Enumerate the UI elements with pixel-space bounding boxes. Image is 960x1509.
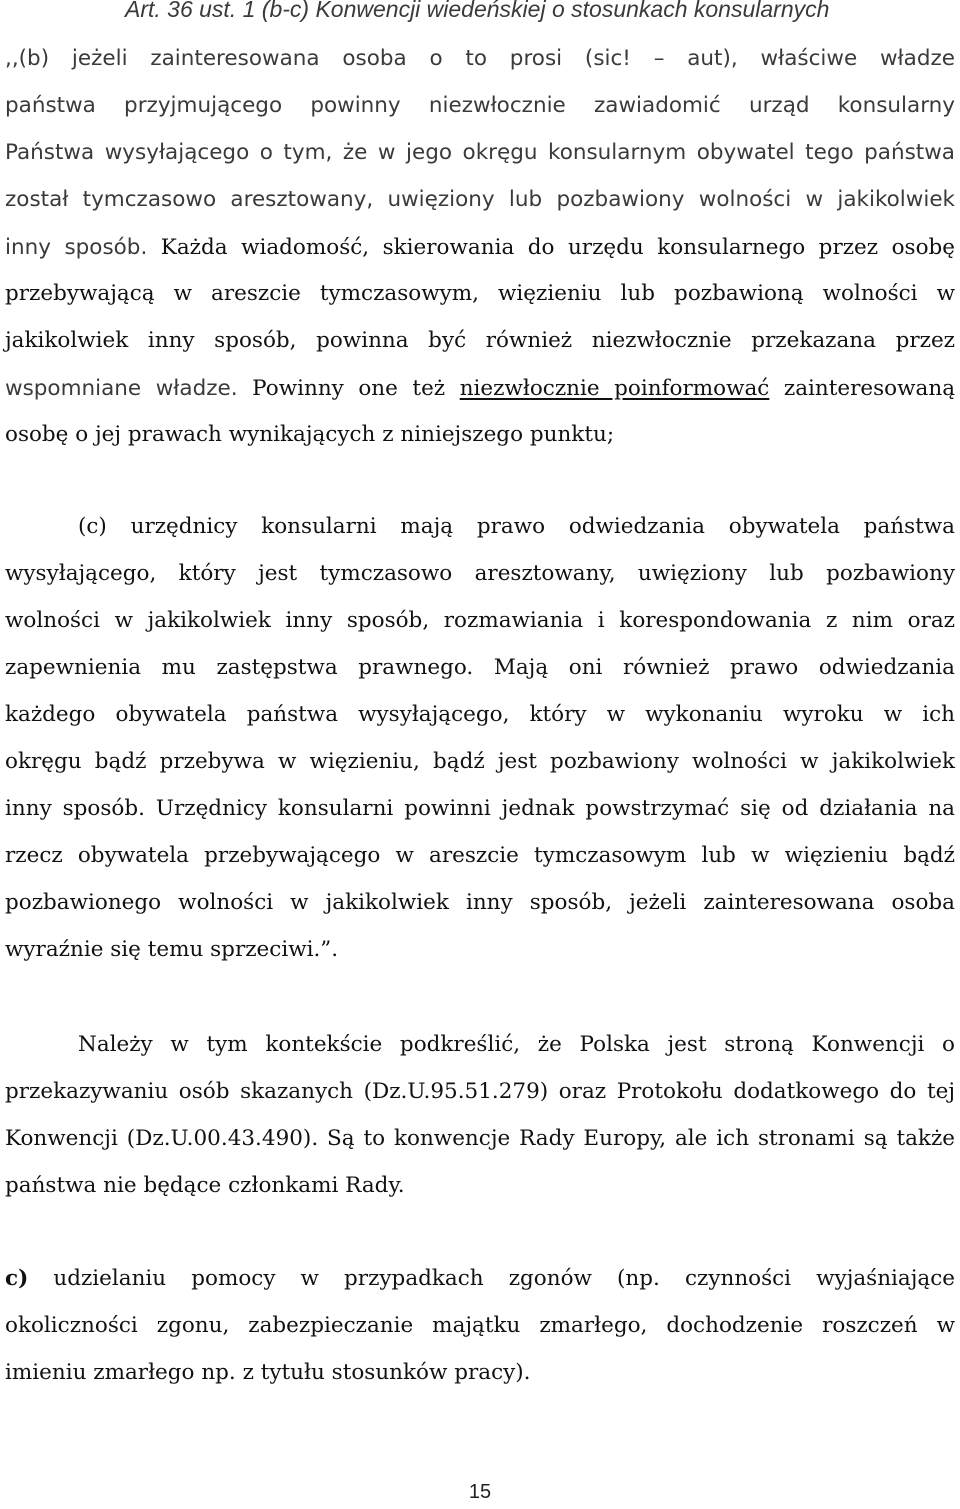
para-b-line-6: przebywającą w areszcie tymczasowym, więzieniu lub pozbawioną wolności w xyxy=(5,281,955,306)
para-c-line-6: okręgu bądź przebywa w więzieniu, bądź jest pozbawiony wolności w jakikolwiek xyxy=(5,749,955,774)
para-b-line-7: jakikolwiek inny sposób, powinna być również niezwłocznie przekazana przez xyxy=(5,328,955,353)
para-c-line-3: wolności w jakikolwiek inny sposób, rozmawiania i korespondowania z nim oraz xyxy=(5,608,955,633)
para-c-line-5: każdego obywatela państwa wysyłającego, który w wykonaniu wyroku w ich xyxy=(5,702,955,727)
article-heading: Art. 36 ust. 1 (b-c) Konwencji wiedeńskiej o stosunkach konsularnych xyxy=(125,0,830,22)
para-b-line-1: ,,(b) jeżeli zainteresowana osoba o to prosi (sic! – aut), właściwe władze xyxy=(5,46,955,71)
para-b-line-5-sans: inny sposób. xyxy=(5,235,148,260)
list-marker: c) xyxy=(5,1266,29,1291)
death-line-3: imieniu zmarłego np. z tytułu stosunków pracy). xyxy=(5,1360,531,1385)
note-line-4: państwa nie będące członkami Rady. xyxy=(5,1173,405,1198)
para-b-line-8-serif-b: zainteresowaną xyxy=(769,376,956,401)
para-b-line-5-serif: Każda wiadomość, skierowania do urzędu konsularnego przez osobę xyxy=(147,235,956,260)
death-line-2: okoliczności zgonu, zabezpieczanie majątku zmarłego, dochodzenie roszczeń w xyxy=(5,1313,955,1338)
death-line-1 xyxy=(5,1264,955,1294)
note-line-2: przekazywaniu osób skazanych (Dz.U.95.51.279) oraz Protokołu dodatkowego do tej xyxy=(5,1079,955,1104)
para-b-line-8 xyxy=(5,373,955,403)
underlined-phrase: niezwłocznie poinformować xyxy=(459,376,770,401)
para-c-line-10: wyraźnie się temu sprzeciwi.”. xyxy=(5,937,339,962)
note-line-1: Należy w tym kontekście podkreślić, że Polska jest stroną Konwencji o xyxy=(78,1032,955,1057)
para-b-line-5 xyxy=(5,232,955,262)
para-b-line-8-sans: wspomniane władze. xyxy=(5,376,238,401)
para-b-line-8-serif-a: Powinny one też xyxy=(237,376,460,401)
para-b-line-4: został tymczasowo aresztowany, uwięziony lub pozbawiony wolności w jakikolwiek xyxy=(5,187,955,212)
para-c-line-1: (c) urzędnicy konsularni mają prawo odwiedzania obywatela państwa xyxy=(78,514,955,539)
para-c-line-8: rzecz obywatela przebywającego w areszcie tymczasowym lub w więzieniu bądź xyxy=(5,843,955,868)
para-b-line-9: osobę o jej prawach wynikających z niniejszego punktu; xyxy=(5,422,615,447)
para-c-line-7: inny sposób. Urzędnicy konsularni powinni jednak powstrzymać się od działania na xyxy=(5,796,955,821)
para-c-line-4: zapewnienia mu zastępstwa prawnego. Mają oni również prawo odwiedzania xyxy=(5,655,955,680)
para-c-line-9: pozbawionego wolności w jakikolwiek inny sposób, jeżeli zainteresowana osoba xyxy=(5,890,955,915)
death-line-1-text: udzielaniu pomocy w przypadkach zgonów (np. czynności wyjaśniające xyxy=(28,1266,955,1291)
para-b-line-2: państwa przyjmującego powinny niezwłocznie zawiadomić urząd konsularny xyxy=(5,93,955,118)
note-line-3: Konwencji (Dz.U.00.43.490). Są to konwencje Rady Europy, ale ich stronami są także xyxy=(5,1126,955,1151)
para-b-line-3: Państwa wysyłającego o tym, że w jego okręgu konsularnym obywatel tego państwa xyxy=(5,140,955,165)
page-number: 15 xyxy=(468,1481,492,1503)
para-c-line-2: wysyłającego, który jest tymczasowo aresztowany, uwięziony lub pozbawiony xyxy=(5,561,955,586)
